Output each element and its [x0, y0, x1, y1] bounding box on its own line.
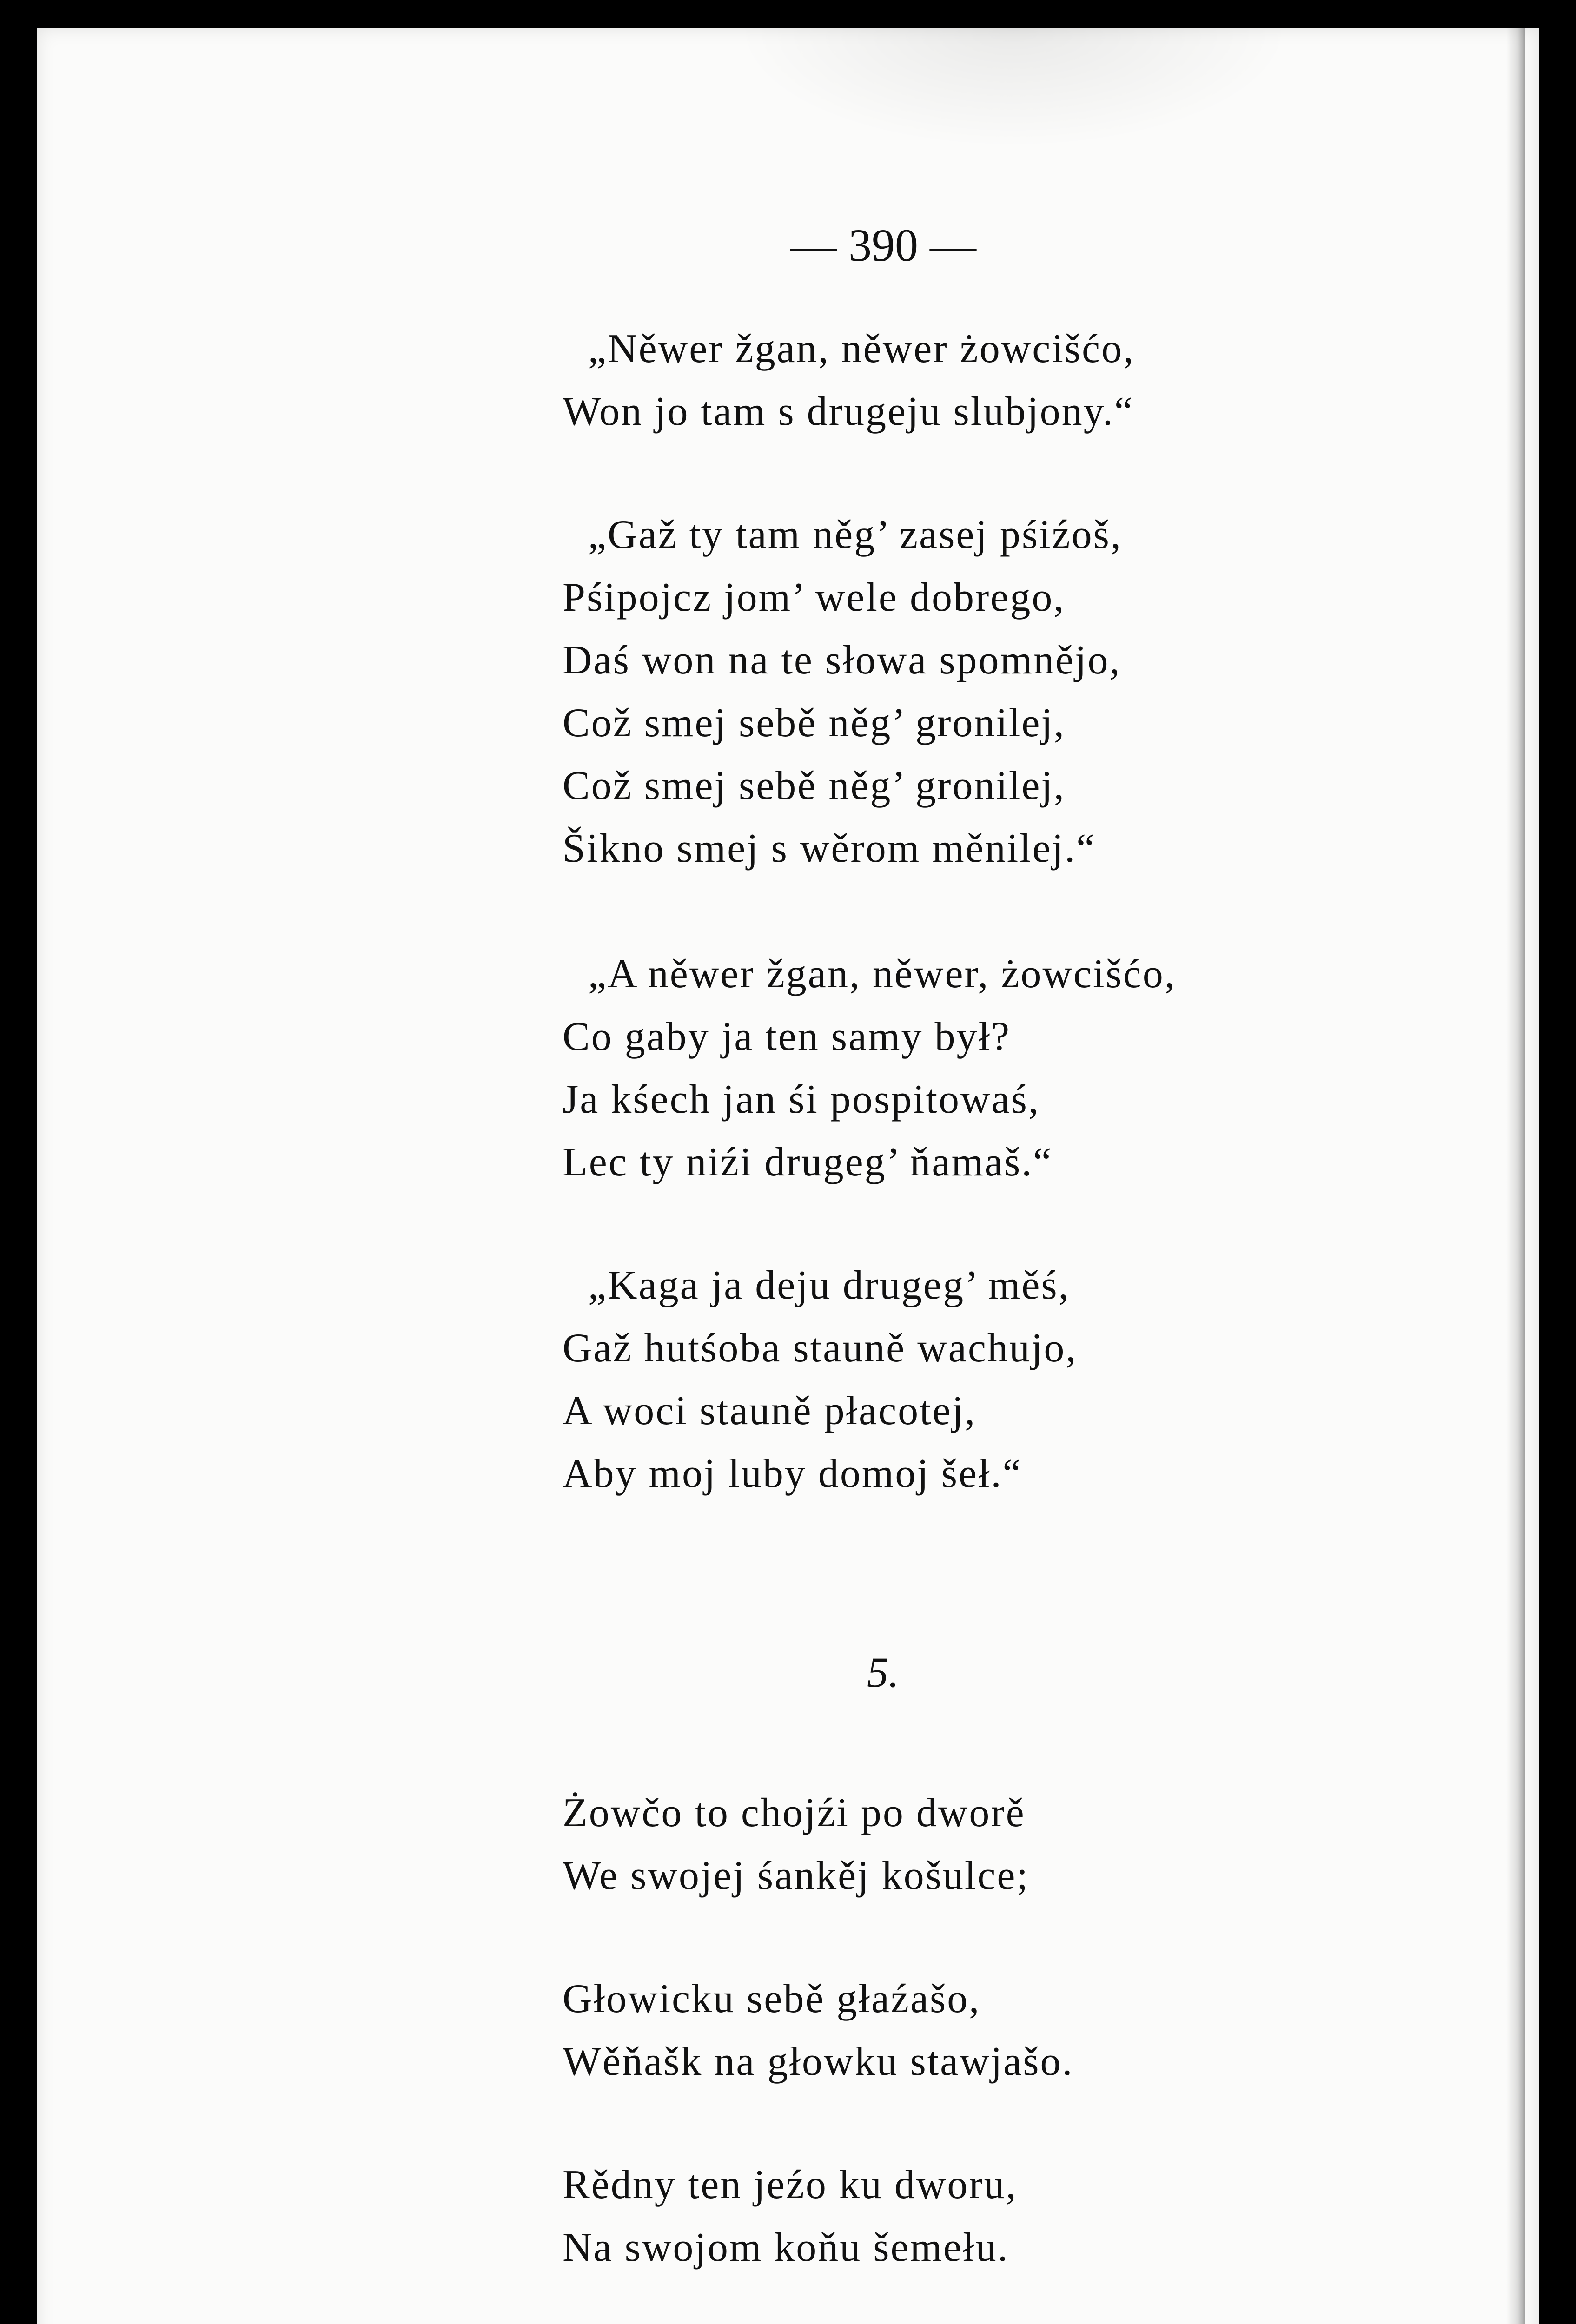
poem-line: Rědny ten jeźo ku dworu,: [563, 2162, 1018, 2207]
section-number: 5.: [867, 1649, 899, 1696]
poem-line: Lec ty niźi drugeg’ ňamaš.“: [563, 1140, 1053, 1185]
page-number: — 390 —: [790, 219, 976, 271]
poem-line: Což smej sebě něg’ gronilej,: [563, 763, 1066, 808]
poem-line: Pśipojcz jom’ wele dobrego,: [563, 575, 1066, 620]
poem-line: Ja kśech jan śi pospitowaś,: [563, 1077, 1040, 1122]
poem-line: „A něwer žgan, něwer, żowcišćo,: [588, 951, 1176, 997]
poem-line: Šikno smej s wěrom měnilej.“: [563, 826, 1096, 871]
poem-line: „Kaga ja deju drugeg’ měś,: [588, 1263, 1070, 1308]
poem-line: Aby moj luby domoj šeł.“: [563, 1451, 1022, 1496]
poem-line: Na swojom koňu šemełu.: [563, 2225, 1009, 2270]
paper-smudge: [735, 28, 1292, 149]
poem-line: „Něwer žgan, něwer żowcišćo,: [588, 326, 1135, 371]
poem-line: We swojej śankěj košulce;: [563, 1853, 1029, 1898]
poem-line: Won jo tam s drugeju slubjony.“: [563, 389, 1134, 434]
poem-line: Daś won na te słowa spomnějo,: [563, 638, 1121, 683]
page-edge-shadow: [1506, 28, 1525, 2324]
poem-line: Což smej sebě něg’ gronilej,: [563, 700, 1066, 746]
poem-line: Żowčo to chojźi po dworě: [563, 1790, 1026, 1835]
poem-line: Wěňašk na głowku stawjašo.: [563, 2039, 1074, 2084]
poem-line: A woci stauně płacotej,: [563, 1388, 977, 1433]
poem-line: Co gaby ja ten samy był?: [563, 1014, 1011, 1059]
poem-line: „Gaž ty tam něg’ zasej pśiźoš,: [588, 512, 1122, 557]
poem-line: Głowicku sebě głaźašo,: [563, 1976, 981, 2021]
poem-line: Gaž hutśoba stauně wachujo,: [563, 1326, 1078, 1371]
